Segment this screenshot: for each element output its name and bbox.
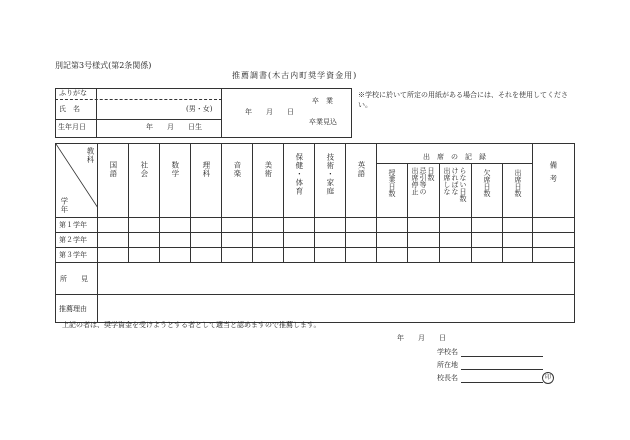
recommendation-statement: 上記の者は、奨学資金を受けようとする者として適当と認めますので推薦します。 <box>62 321 321 329</box>
grade-cell[interactable] <box>284 233 315 248</box>
attendance-col-label: 出席しな <box>443 167 451 195</box>
corner-top-label: 教科 <box>86 147 95 164</box>
remarks-cell[interactable] <box>533 233 575 248</box>
subject-label: 理科 <box>201 160 211 178</box>
subject-header-cell <box>222 144 253 218</box>
attendance-cell[interactable] <box>408 233 440 248</box>
applicant-info-box <box>55 88 352 138</box>
grade-cell[interactable] <box>98 233 129 248</box>
grade-cell[interactable] <box>284 248 315 263</box>
birth-date-field[interactable]: 年 月 日生 <box>146 123 202 131</box>
observation-row <box>56 263 575 295</box>
expected-label: 卒業見込 <box>309 118 337 126</box>
grade-cell[interactable] <box>346 248 377 263</box>
attendance-col-cell <box>503 164 533 218</box>
subject-header-cell <box>315 144 346 218</box>
attendance-col-cell <box>440 164 472 218</box>
table-row <box>56 218 575 233</box>
principal-label: 校長名 <box>437 374 458 382</box>
grade-table <box>55 143 575 323</box>
grade-cell[interactable] <box>222 248 253 263</box>
grade-cell[interactable] <box>284 218 315 233</box>
principal-line[interactable] <box>461 374 543 383</box>
grade-cell[interactable] <box>191 218 222 233</box>
attendance-col-label: 出席日数 <box>514 169 522 197</box>
reason-label: 推薦理由 <box>56 295 98 323</box>
subject-label: 社会 <box>139 160 149 178</box>
grade-cell[interactable] <box>222 218 253 233</box>
observation-field[interactable] <box>98 263 575 295</box>
grade-cell[interactable] <box>315 218 346 233</box>
subject-label: 保健・体育 <box>294 152 304 195</box>
grade-cell[interactable] <box>129 233 160 248</box>
subject-label: 英語 <box>356 160 366 178</box>
furigana-label: ふりがな <box>59 89 87 97</box>
attendance-cell[interactable] <box>472 233 503 248</box>
attendance-cell[interactable] <box>472 218 503 233</box>
attendance-cell[interactable] <box>440 218 472 233</box>
subject-label: 美術 <box>263 160 273 178</box>
attendance-col-label: 欠席日数 <box>483 169 491 197</box>
recommendation-date-field[interactable]: 年 月 日 <box>397 334 446 342</box>
grade-cell[interactable] <box>191 248 222 263</box>
subject-label: 技術・家庭 <box>325 152 335 195</box>
corner-header-cell <box>56 144 98 218</box>
attendance-cell[interactable] <box>440 248 472 263</box>
grade-cell[interactable] <box>253 248 284 263</box>
attendance-cell[interactable] <box>408 248 440 263</box>
remarks-cell[interactable] <box>533 248 575 263</box>
grade-cell[interactable] <box>346 218 377 233</box>
attendance-col-label: 日数 <box>427 167 435 181</box>
grade-cell[interactable] <box>222 233 253 248</box>
remarks-header-cell <box>533 144 575 218</box>
grade-cell[interactable] <box>253 233 284 248</box>
attendance-col-label: ければな <box>451 167 459 195</box>
attendance-col-cell <box>377 164 408 218</box>
subject-label: 音楽 <box>232 160 242 178</box>
reason-field[interactable] <box>98 295 575 323</box>
grade-cell[interactable] <box>253 218 284 233</box>
subject-header-cell <box>346 144 377 218</box>
remarks-cell[interactable] <box>533 218 575 233</box>
attendance-cell[interactable] <box>440 233 472 248</box>
subject-label: 国語 <box>108 160 118 178</box>
subject-header-cell <box>253 144 284 218</box>
grade-cell[interactable] <box>160 218 191 233</box>
attendance-cell[interactable] <box>408 218 440 233</box>
graduation-date-field[interactable]: 年 月 日 <box>245 108 294 116</box>
grade-cell[interactable] <box>160 233 191 248</box>
attendance-cell[interactable] <box>472 248 503 263</box>
attendance-cell[interactable] <box>503 248 533 263</box>
seal-icon: 印 <box>542 372 554 384</box>
school-name-line[interactable] <box>461 348 543 357</box>
year-label: 第２学年 <box>56 233 98 248</box>
attendance-cell[interactable] <box>503 233 533 248</box>
attendance-cell[interactable] <box>377 233 408 248</box>
attendance-cell[interactable] <box>377 248 408 263</box>
attendance-col-label: 授業日数 <box>388 169 396 197</box>
birth-label: 生年月日 <box>58 123 86 131</box>
attendance-header: 出 席 の 記 録 <box>423 153 486 161</box>
attendance-header-cell <box>377 144 533 164</box>
observation-label: 所 見 <box>56 263 98 295</box>
grade-cell[interactable] <box>315 233 346 248</box>
gender-field[interactable]: (男・女) <box>186 105 213 113</box>
graduated-label: 卒 業 <box>312 97 333 105</box>
note-text: ※学校に於いて所定の用紙がある場合には、それを使用してください。 <box>358 91 568 110</box>
attendance-col-label: らない日数 <box>459 167 467 202</box>
attendance-col-label: 忌引等の <box>419 167 427 195</box>
attendance-cell[interactable] <box>503 218 533 233</box>
subject-header-cell <box>191 144 222 218</box>
subject-header-cell <box>98 144 129 218</box>
grade-cell[interactable] <box>98 248 129 263</box>
grade-cell[interactable] <box>346 233 377 248</box>
subject-label: 数学 <box>170 160 180 178</box>
attendance-col-cell <box>472 164 503 218</box>
subject-header-cell <box>160 144 191 218</box>
table-row <box>56 233 575 248</box>
address-label: 所在地 <box>437 361 458 369</box>
grade-cell[interactable] <box>98 218 129 233</box>
grade-cell[interactable] <box>315 248 346 263</box>
attendance-col-cell <box>408 164 440 218</box>
attendance-cell[interactable] <box>377 218 408 233</box>
grade-cell[interactable] <box>191 233 222 248</box>
grade-cell[interactable] <box>129 248 160 263</box>
corner-bottom-label: 学年 <box>59 197 69 214</box>
table-row <box>56 248 575 263</box>
page-title: 推薦調書(木古内町奨学資金用) <box>232 71 358 80</box>
year-label: 第１学年 <box>56 218 98 233</box>
name-label: 氏 名 <box>59 105 80 113</box>
reason-row <box>56 295 575 323</box>
address-line[interactable] <box>461 361 543 370</box>
subject-header-cell <box>129 144 160 218</box>
remarks-label: 備考 <box>548 160 558 188</box>
grade-cell[interactable] <box>160 248 191 263</box>
grade-cell[interactable] <box>129 218 160 233</box>
subject-header-cell <box>284 144 315 218</box>
school-name-label: 学校名 <box>437 348 458 356</box>
form-id: 別記第3号様式(第2条関係) <box>55 61 152 70</box>
attendance-col-label: 出席停止 <box>411 167 419 195</box>
year-label: 第３学年 <box>56 248 98 263</box>
